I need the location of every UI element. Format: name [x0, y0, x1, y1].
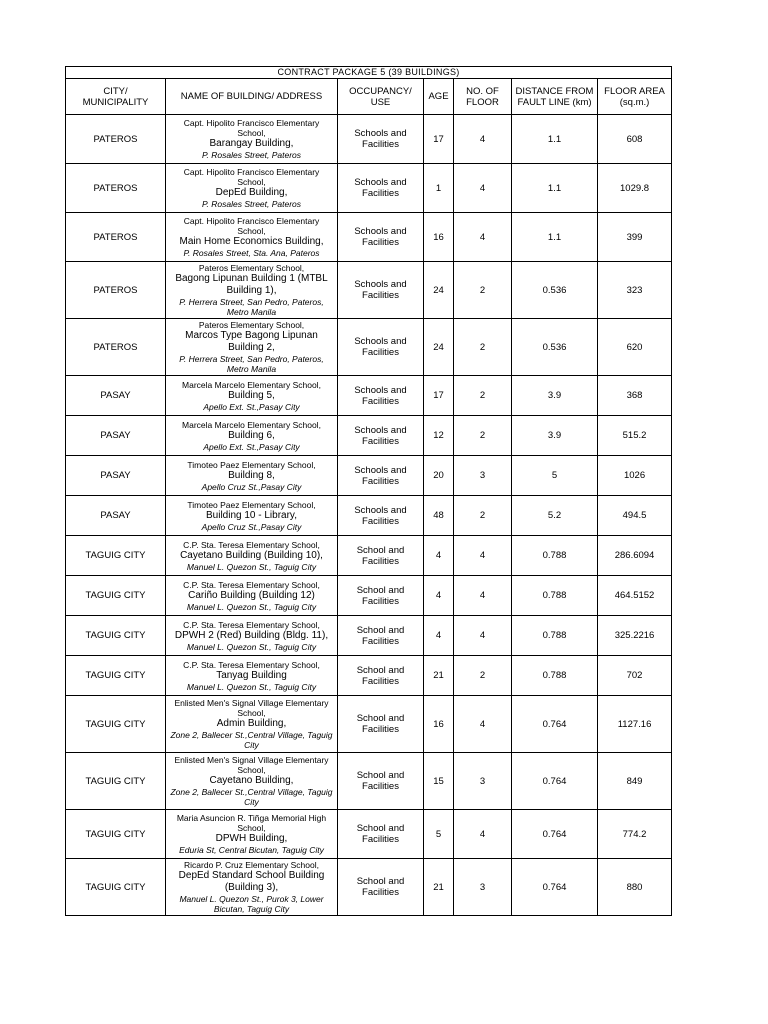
building-name: Bagong Lipunan Building 1 (MTBL: [175, 273, 328, 284]
building-name: DepEd Building,: [215, 187, 288, 198]
table-row: [66, 696, 672, 753]
cell-age: 4: [424, 536, 454, 576]
occupancy-line: Facilities: [362, 635, 399, 647]
occupancy-line: Schools and: [354, 464, 407, 476]
cell-floors: 2: [454, 416, 512, 456]
table-row: [66, 416, 672, 456]
cell-building: [166, 576, 338, 616]
building-address: Manuel L. Quezon St., Taguig City: [186, 641, 317, 652]
header-row: [66, 79, 672, 115]
occupancy-line: School and: [356, 823, 405, 834]
cell-floor-area: 399: [598, 213, 672, 262]
cell-floors: 4: [454, 536, 512, 576]
building-address: Bicutan, Taguig City: [213, 904, 290, 914]
occupancy-line: Schools and: [354, 424, 407, 436]
cell-building: [166, 319, 338, 376]
building-school: Ricardo P. Cruz Elementary School,: [184, 860, 319, 870]
cell-building: [166, 496, 338, 536]
occupancy-line: Facilities: [362, 475, 399, 487]
cell-floor-area: 325.2216: [598, 616, 672, 656]
occupancy-line: Schools and: [354, 128, 407, 139]
cell-floors: 4: [454, 115, 512, 164]
cell-building: [166, 616, 338, 656]
cell-building: [166, 164, 338, 213]
occupancy-line: Facilities: [362, 675, 399, 687]
building-name: Building 10 - Library,: [206, 509, 297, 521]
table-row: [66, 656, 672, 696]
cell-occupancy: [338, 536, 424, 576]
cell-floor-area: 880: [598, 859, 672, 916]
header-occupancy: OCCUPANCY/ USE: [338, 79, 424, 115]
cell-floors: 4: [454, 576, 512, 616]
cell-distance: 1.1: [512, 115, 598, 164]
cell-floor-area: 849: [598, 753, 672, 810]
table-row: [66, 753, 672, 810]
cell-city: TAGUIG CITY: [66, 536, 166, 576]
occupancy-line: School and: [356, 770, 405, 781]
cell-floor-area: 494.5: [598, 496, 672, 536]
cell-floor-area: 286.6094: [598, 536, 672, 576]
building-name: Main Home Economics Building,: [179, 236, 324, 247]
header-name: NAME OF BUILDING/ ADDRESS: [166, 79, 338, 115]
cell-building: [166, 262, 338, 319]
cell-distance: 0.536: [512, 262, 598, 319]
building-name: Cariño Building (Building 12): [188, 589, 315, 601]
cell-occupancy: [338, 616, 424, 656]
cell-age: 24: [424, 262, 454, 319]
cell-occupancy: [338, 115, 424, 164]
cell-occupancy: [338, 376, 424, 416]
occupancy-line: Schools and: [354, 384, 407, 396]
table-row: [66, 164, 672, 213]
cell-floors: 4: [454, 164, 512, 213]
cell-building: [166, 213, 338, 262]
occupancy-line: Facilities: [362, 237, 399, 248]
cell-city: TAGUIG CITY: [66, 616, 166, 656]
occupancy-line: Facilities: [362, 515, 399, 527]
cell-age: 4: [424, 576, 454, 616]
table-row: [66, 376, 672, 416]
cell-distance: 3.9: [512, 376, 598, 416]
cell-floors: 2: [454, 319, 512, 376]
table-row: [66, 496, 672, 536]
table-row: [66, 456, 672, 496]
building-name: Building 8,: [228, 469, 275, 481]
building-school: Capt. Hipolito Francisco Elementary: [183, 118, 320, 128]
table-row: [66, 859, 672, 916]
building-school: School,: [237, 226, 266, 236]
cell-floor-area: 1029.8: [598, 164, 672, 213]
occupancy-line: Facilities: [362, 595, 399, 607]
cell-floors: 3: [454, 859, 512, 916]
cell-distance: 0.764: [512, 753, 598, 810]
building-school: C.P. Sta. Teresa Elementary School,: [183, 619, 320, 630]
cell-building: [166, 656, 338, 696]
cell-floor-area: 464.5152: [598, 576, 672, 616]
occupancy-line: School and: [356, 624, 405, 636]
building-school: Enlisted Men's Signal Village Elementary: [174, 755, 329, 765]
cell-city: TAGUIG CITY: [66, 753, 166, 810]
cell-age: 16: [424, 696, 454, 753]
building-address: City: [244, 797, 259, 807]
table-title-row: [66, 67, 672, 79]
building-school: Pateros Elementary School,: [198, 263, 305, 273]
cell-occupancy: [338, 810, 424, 859]
cell-occupancy: [338, 753, 424, 810]
cell-floors: 4: [454, 616, 512, 656]
building-address: Zone 2, Ballecer St.,Central Village, Taguig: [170, 787, 333, 797]
occupancy-line: Facilities: [362, 887, 399, 898]
building-table: [65, 66, 672, 916]
building-school: Timoteo Paez Elementary School,: [187, 499, 316, 510]
cell-age: 12: [424, 416, 454, 456]
cell-occupancy: [338, 859, 424, 916]
cell-age: 24: [424, 319, 454, 376]
cell-building: [166, 536, 338, 576]
cell-building: [166, 376, 338, 416]
cell-floor-area: 774.2: [598, 810, 672, 859]
building-school: Marcela Marcelo Elementary School,: [182, 379, 321, 390]
cell-occupancy: [338, 576, 424, 616]
occupancy-line: Schools and: [354, 177, 407, 188]
cell-floors: 4: [454, 810, 512, 859]
table-row: [66, 616, 672, 656]
building-school: School,: [237, 765, 266, 775]
building-address: Apello Ext. St.,Pasay City: [203, 401, 300, 412]
cell-city: TAGUIG CITY: [66, 696, 166, 753]
cell-distance: 5: [512, 456, 598, 496]
building-school: C.P. Sta. Teresa Elementary School,: [183, 539, 320, 550]
table-row: [66, 115, 672, 164]
cell-occupancy: [338, 213, 424, 262]
cell-city: PATEROS: [66, 262, 166, 319]
cell-occupancy: [338, 262, 424, 319]
occupancy-line: Facilities: [362, 555, 399, 567]
occupancy-line: Schools and: [354, 504, 407, 516]
building-address: P. Herrera Street, San Pedro, Pateros,: [179, 297, 324, 307]
cell-age: 5: [424, 810, 454, 859]
occupancy-line: School and: [356, 713, 405, 724]
cell-occupancy: [338, 416, 424, 456]
building-address: Apello Cruz St.,Pasay City: [201, 521, 302, 532]
building-address: P. Rosales Street, Pateros: [201, 150, 302, 160]
building-address: P. Herrera Street, San Pedro, Pateros,: [179, 354, 324, 364]
cell-age: 15: [424, 753, 454, 810]
cell-floor-area: 1127.16: [598, 696, 672, 753]
cell-distance: 1.1: [512, 213, 598, 262]
cell-age: 4: [424, 616, 454, 656]
cell-city: PASAY: [66, 416, 166, 456]
cell-building: [166, 416, 338, 456]
cell-building: [166, 810, 338, 859]
cell-distance: 0.764: [512, 696, 598, 753]
cell-distance: 1.1: [512, 164, 598, 213]
occupancy-line: School and: [356, 876, 405, 887]
building-address: Manuel L. Quezon St., Taguig City: [186, 561, 317, 572]
occupancy-line: Facilities: [362, 724, 399, 735]
cell-occupancy: [338, 164, 424, 213]
building-name: Building 5,: [228, 389, 275, 401]
occupancy-line: Facilities: [362, 834, 399, 845]
building-address: Apello Cruz St.,Pasay City: [201, 481, 302, 492]
cell-city: PATEROS: [66, 213, 166, 262]
occupancy-line: Schools and: [354, 279, 407, 290]
occupancy-line: School and: [356, 544, 405, 556]
building-school: Timoteo Paez Elementary School,: [187, 459, 316, 470]
building-name: Marcos Type Bagong Lipunan: [185, 330, 318, 341]
building-school: Capt. Hipolito Francisco Elementary: [183, 167, 320, 177]
header-distance: DISTANCE FROM FAULT LINE (km): [512, 79, 598, 115]
building-school: Enlisted Men's Signal Village Elementary: [174, 698, 329, 708]
building-name: DPWH 2 (Red) Building (Bldg. 11),: [174, 629, 329, 641]
cell-age: 17: [424, 115, 454, 164]
building-address: Apello Ext. St.,Pasay City: [203, 441, 300, 452]
cell-city: PASAY: [66, 496, 166, 536]
building-name: Tanyag Building: [216, 669, 287, 681]
building-name: Building 2,: [228, 342, 275, 353]
cell-building: [166, 115, 338, 164]
occupancy-line: Facilities: [362, 395, 399, 407]
occupancy-line: School and: [356, 664, 405, 676]
occupancy-line: Facilities: [362, 188, 399, 199]
cell-building: [166, 696, 338, 753]
occupancy-line: Facilities: [362, 435, 399, 447]
cell-floor-area: 1026: [598, 456, 672, 496]
cell-floor-area: 608: [598, 115, 672, 164]
cell-floor-area: 368: [598, 376, 672, 416]
table-row: [66, 262, 672, 319]
building-school: Pateros Elementary School,: [198, 320, 305, 330]
cell-city: PASAY: [66, 456, 166, 496]
building-name: Barangay Building,: [209, 138, 294, 149]
cell-occupancy: [338, 456, 424, 496]
building-address: City: [244, 740, 259, 750]
cell-distance: 0.788: [512, 536, 598, 576]
cell-age: 1: [424, 164, 454, 213]
table-row: [66, 213, 672, 262]
cell-building: [166, 859, 338, 916]
building-school: C.P. Sta. Teresa Elementary School,: [183, 579, 320, 590]
cell-floor-area: 515.2: [598, 416, 672, 456]
cell-city: PATEROS: [66, 115, 166, 164]
cell-floors: 2: [454, 656, 512, 696]
building-school: School,: [237, 128, 266, 138]
cell-city: PASAY: [66, 376, 166, 416]
cell-age: 20: [424, 456, 454, 496]
cell-floors: 3: [454, 456, 512, 496]
building-name: Cayetano Building,: [209, 775, 294, 786]
cell-floor-area: 620: [598, 319, 672, 376]
cell-floors: 4: [454, 213, 512, 262]
table-row: [66, 576, 672, 616]
building-name: DPWH Building,: [215, 833, 288, 844]
cell-distance: 0.788: [512, 616, 598, 656]
cell-city: TAGUIG CITY: [66, 859, 166, 916]
building-school: School,: [237, 708, 266, 718]
cell-city: PATEROS: [66, 164, 166, 213]
building-school: Maria Asuncion R. Tiñga Memorial High: [176, 813, 327, 823]
building-school: Marcela Marcelo Elementary School,: [182, 419, 321, 430]
building-address: Manuel L. Quezon St., Purok 3, Lower: [179, 894, 324, 904]
building-school: School,: [237, 823, 266, 833]
cell-distance: 0.764: [512, 810, 598, 859]
table-row: [66, 810, 672, 859]
occupancy-line: Facilities: [362, 290, 399, 301]
building-name: DepEd Standard School Building: [178, 870, 325, 881]
cell-building: [166, 456, 338, 496]
header-age: AGE: [424, 79, 454, 115]
building-address: P. Rosales Street, Pateros: [201, 199, 302, 209]
header-city: CITY/ MUNICIPALITY: [66, 79, 166, 115]
building-address: Metro Manila: [226, 364, 277, 374]
cell-distance: 0.764: [512, 859, 598, 916]
building-name: (Building 3),: [224, 882, 279, 893]
building-school: School,: [237, 177, 266, 187]
cell-floors: 2: [454, 376, 512, 416]
occupancy-line: Facilities: [362, 781, 399, 792]
building-address: Zone 2, Ballecer St.,Central Village, Taguig: [170, 730, 333, 740]
building-address: P. Rosales Street, Sta. Ana, Pateros: [183, 248, 320, 258]
cell-occupancy: [338, 319, 424, 376]
cell-floors: 4: [454, 696, 512, 753]
cell-age: 16: [424, 213, 454, 262]
cell-age: 21: [424, 656, 454, 696]
building-name: Admin Building,: [216, 718, 287, 729]
building-name: Building 6,: [228, 429, 275, 441]
cell-distance: 0.788: [512, 576, 598, 616]
table-row: [66, 319, 672, 376]
building-address: Metro Manila: [226, 307, 277, 317]
occupancy-line: Schools and: [354, 336, 407, 347]
cell-floors: 2: [454, 262, 512, 319]
cell-city: PATEROS: [66, 319, 166, 376]
header-floor-area: FLOOR AREA (sq.m.): [598, 79, 672, 115]
occupancy-line: Facilities: [362, 347, 399, 358]
cell-floors: 3: [454, 753, 512, 810]
occupancy-line: School and: [356, 584, 405, 596]
cell-occupancy: [338, 656, 424, 696]
cell-age: 17: [424, 376, 454, 416]
building-name: Building 1),: [226, 285, 277, 296]
cell-distance: 0.536: [512, 319, 598, 376]
cell-floors: 2: [454, 496, 512, 536]
cell-floor-area: 323: [598, 262, 672, 319]
cell-occupancy: [338, 696, 424, 753]
cell-city: TAGUIG CITY: [66, 576, 166, 616]
cell-distance: 5.2: [512, 496, 598, 536]
building-school: Capt. Hipolito Francisco Elementary: [183, 216, 320, 226]
cell-floor-area: 702: [598, 656, 672, 696]
header-floors: NO. OF FLOOR: [454, 79, 512, 115]
building-school: C.P. Sta. Teresa Elementary School,: [183, 659, 320, 670]
cell-occupancy: [338, 496, 424, 536]
table-title: CONTRACT PACKAGE 5 (39 BUILDINGS): [66, 67, 672, 79]
building-address: Eduria St, Central Bicutan, Taguig City: [179, 845, 324, 855]
cell-building: [166, 753, 338, 810]
occupancy-line: Schools and: [354, 226, 407, 237]
cell-age: 21: [424, 859, 454, 916]
building-name: Cayetano Building (Building 10),: [180, 549, 323, 561]
building-address: Manuel L. Quezon St., Taguig City: [186, 601, 317, 612]
cell-distance: 3.9: [512, 416, 598, 456]
cell-city: TAGUIG CITY: [66, 656, 166, 696]
cell-city: TAGUIG CITY: [66, 810, 166, 859]
table-row: [66, 536, 672, 576]
cell-distance: 0.788: [512, 656, 598, 696]
cell-age: 48: [424, 496, 454, 536]
occupancy-line: Facilities: [362, 139, 399, 150]
building-address: Manuel L. Quezon St., Taguig City: [186, 681, 317, 692]
